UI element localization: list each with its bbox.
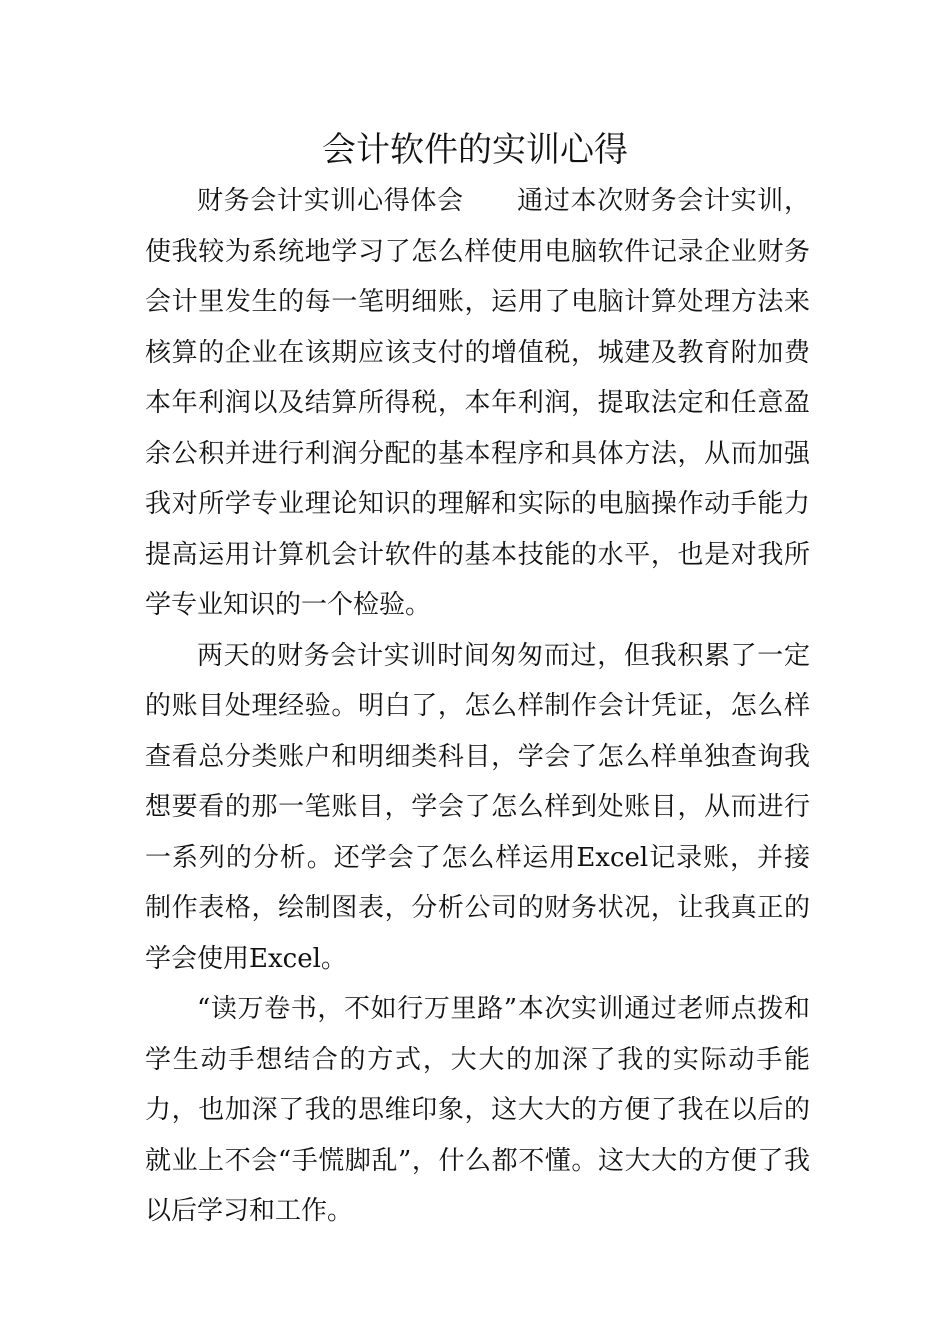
document-title: 会计软件的实训心得 xyxy=(322,130,628,170)
paragraph-2: 两天的财务会计实训时间匆匆而过，但我积累了一定的账目处理经验。明白了，怎么样制作会计凭证，怎么样查看总分类账户和明细类科目，学会了怎么样单独查询我想要看的那一笔账目，学会了怎么样到处账目，从而进行一系列的分析。还学会了怎么样运用Excel记录账，并接制作表格，绘制图表，分析公司的财务状况，让我真正的学会使用Excel。 xyxy=(145,640,810,974)
document-body xyxy=(145,176,810,1237)
paragraph-1: 财务会计实训心得体会 通过本次财务会计实训，使我较为系统地学习了怎么样使用电脑软件记录企业财务会计里发生的每一笔明细账，运用了电脑计算处理方法来核算的企业在该期应该支付的增值税，城建及教育附加费本年利润以及结算所得税，本年利润，提取法定和任意盈余公积并进行利润分配的基本程序和具体方法，从而加强我对所学专业理论知识的理解和实际的电脑操作动手能力提高运用计算机会计软件的基本技能的水平，也是对我所学专业知识的一个检验。 xyxy=(145,186,810,620)
paragraph-3: “读万卷书，不如行万里路”本次实训通过老师点拨和学生动手想结合的方式，大大的加深了我的实际动手能力，也加深了我的思维印象，这大大的方便了我在以后的就业上不会“手慌脚乱”，什么都不懂。这大大的方便了我以后学习和工作。 xyxy=(145,994,810,1226)
